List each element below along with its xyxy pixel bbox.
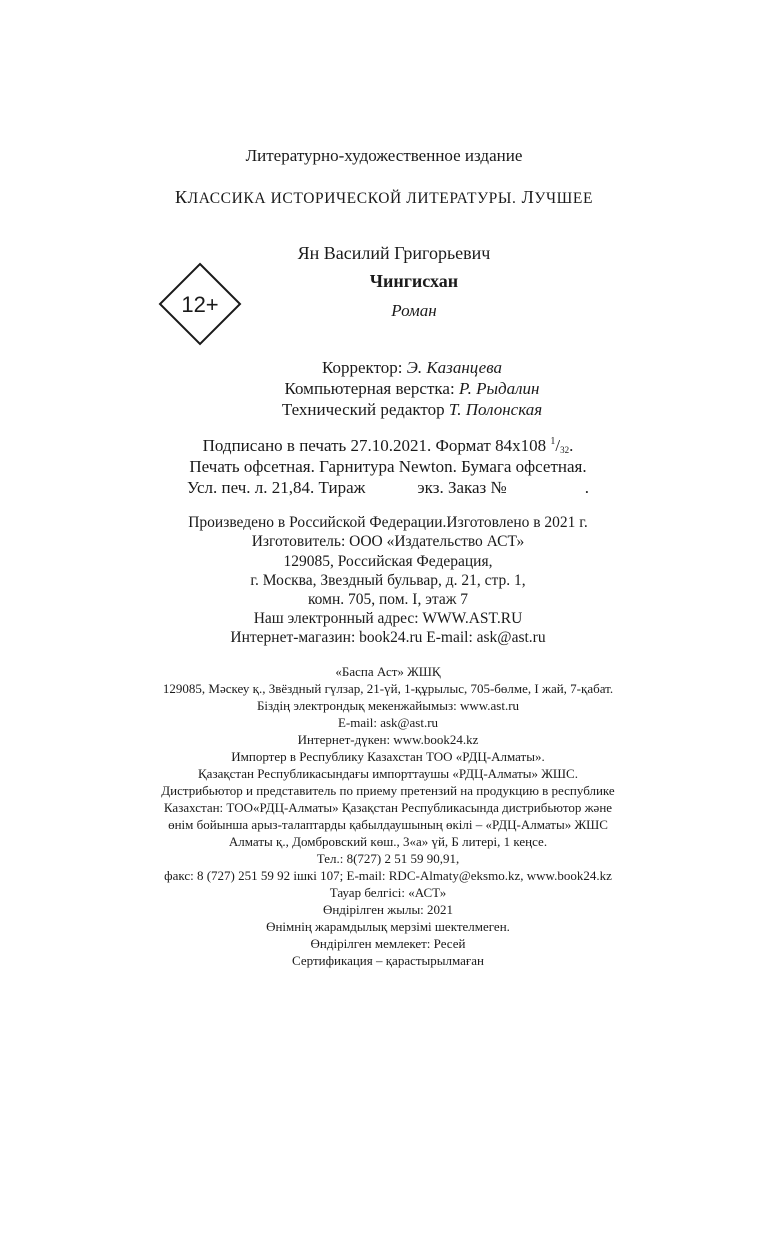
format-slash: / — [555, 436, 561, 455]
format-denominator: 32 — [560, 445, 570, 455]
kazakh-line: Казахстан: ТОО«РДЦ-Алматы» Қазақстан Республикасында дистрибьютор және — [163, 800, 613, 815]
print-signed-text: Подписано в печать 27.10.2021. Формат 84x108 — [202, 436, 551, 455]
production-line: Интернет-магазин: book24.ru E-mail: ask@ast.ru — [230, 629, 546, 646]
kazakh-line: Тел.: 8(727) 2 51 59 90,91, — [316, 851, 460, 866]
production-line: Произведено в Российской Федерации.Изготовлено в 2021 г. — [188, 514, 588, 531]
series-initial-2: Л — [516, 187, 535, 207]
kazakh-line: факс: 8 (727) 251 59 92 ішкі 107; E-mail: RDC-Almaty@eksmo.kz, www.book24.kz — [164, 868, 612, 883]
production-line: комн. 705, пом. I, этаж 7 — [307, 591, 469, 608]
credit-role: Корректор: — [322, 358, 407, 377]
credit-role: Технический редактор — [281, 400, 449, 419]
kazakh-line: Біздің электрондық мекенжайымыз: www.ast.ru — [256, 698, 520, 713]
print-signed-line — [4, 436, 768, 456]
kazakh-line: «Баспа Аст» ЖШҚ — [335, 664, 441, 679]
kazakh-line: Өндірілген жылы: 2021 — [322, 902, 454, 917]
credit-layout — [28, 379, 768, 399]
credit-role: Компьютерная верстка: — [284, 379, 459, 398]
production-line: 129085, Российская Федерация, — [283, 553, 493, 570]
production-line: Изготовитель: ООО «Издательство АСТ» — [251, 533, 525, 550]
book-genre: Роман — [391, 301, 437, 320]
series-initial-1: К — [174, 187, 188, 207]
print-run-text: Усл. печ. л. 21,84. Тираж — [187, 478, 366, 497]
format-numerator: 1 — [550, 436, 556, 447]
kazakh-line: Алматы қ., Домбровский көш., 3«а» үй, Б литері, 1 кеңсе. — [228, 834, 548, 849]
credit-person: Р. Рыдалин — [458, 379, 540, 398]
kazakh-line: Сертификация – қарастырылмаған — [292, 953, 484, 968]
age-rating-label: 12+ — [181, 292, 219, 317]
series-name — [0, 187, 768, 208]
edition-type: Литературно-художественное издание — [245, 146, 523, 165]
print-specs-line: Печать офсетная. Гарнитура Newton. Бумага офсетная. — [189, 457, 587, 476]
print-format-fraction — [550, 436, 569, 455]
series-text-1: ЛАССИКА ИСТОРИЧЕСКОЙ ЛИТЕРАТУРЫ. — [187, 190, 517, 207]
book-title: Чингисхан — [369, 271, 459, 291]
credit-person: Э. Казанцева — [406, 358, 502, 377]
credit-person: Т. Полонская — [448, 400, 543, 419]
kazakh-line: Өнімнің жарамдылық мерзімі шектелмеген. — [266, 919, 510, 934]
kazakh-line: E-mail: ask@ast.ru — [337, 715, 439, 730]
credit-proofreader — [28, 358, 768, 378]
author-name: Ян Василий Григорьевич — [297, 243, 491, 263]
series-text-2: УЧШЕЕ — [534, 190, 594, 207]
kazakh-line: Тауар белгісі: «АСТ» — [329, 885, 447, 900]
kazakh-line: Импортер в Республику Казахстан ТОО «РДЦ-Алматы». — [231, 749, 545, 764]
print-run-line — [4, 478, 768, 498]
kazakh-line: Дистрибьютор и представитель по приему претензий на продукцию в республике — [161, 783, 615, 798]
production-line: г. Москва, Звездный бульвар, д. 21, стр. 1, — [250, 572, 526, 589]
kazakh-line: Қазақстан Республикасындағы импорттаушы «РДЦ-Алматы» ЖШС. — [198, 766, 578, 781]
print-order-end: . — [584, 478, 589, 497]
kazakh-line: өнім бойынша арыз-талаптарды қабылдаушының өкілі – «РДЦ-Алматы» ЖШС — [168, 817, 608, 832]
kazakh-line: Өндірілген мемлекет: Ресей — [310, 936, 466, 951]
print-order-text: экз. Заказ № — [417, 478, 507, 497]
kazakh-line: Интернет-дүкен: www.book24.kz — [297, 732, 479, 747]
kazakh-line: 129085, Мәскеу қ., Звёздный гүлзар, 21-үй, 1-құрылыс, 705-бөлме, I жай, 7-қабат. — [162, 681, 614, 696]
production-line: Наш электронный адрес: WWW.AST.RU — [253, 610, 523, 627]
print-signed-end: . — [569, 436, 574, 455]
credit-tech-editor — [28, 400, 768, 420]
